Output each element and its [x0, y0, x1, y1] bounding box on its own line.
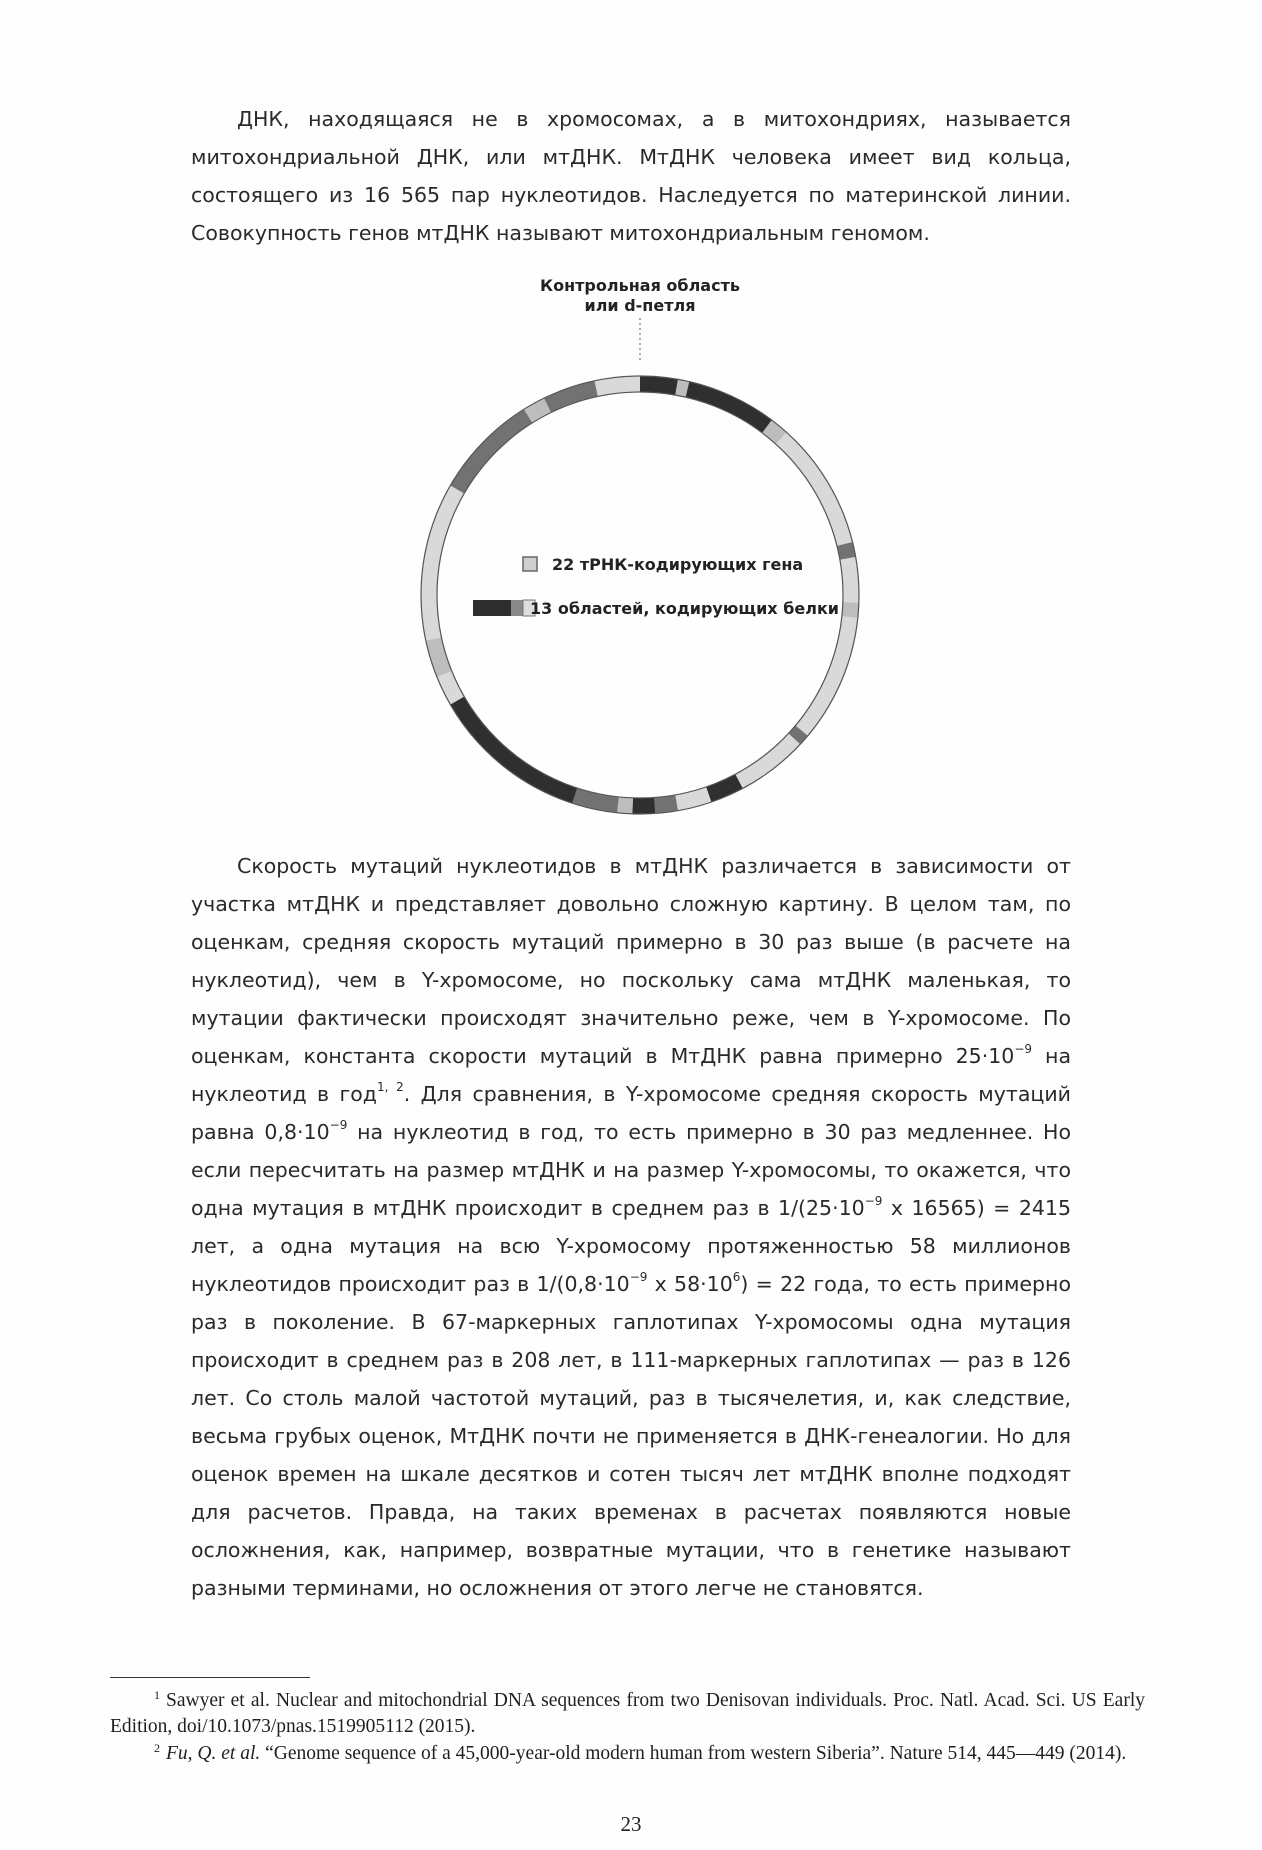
- footnote-2-author: Fu, Q. et al.: [166, 1743, 261, 1764]
- paragraph-mutation-rate: [191, 847, 1071, 1607]
- mtdna-figure: [0, 0, 1262, 830]
- ring-segment: [575, 796, 618, 805]
- p2-text-2: на нуклеотид в год: [191, 1044, 1072, 1106]
- mtdna-ring-diagram: [0, 0, 1262, 830]
- ring-segment: [848, 558, 851, 602]
- p2-text-5: x 16565) = 2415 лет, а одна мутация на всю Y-хромосому протяженностью 58 миллионов нуклеотидов происходит раз в 1/(0,8·10: [191, 1196, 1072, 1296]
- mtdna-ring: [421, 376, 859, 814]
- ring-segment: [687, 389, 767, 426]
- legend-trna-swatch: [523, 557, 537, 571]
- ring-segment: [739, 739, 794, 781]
- footnote-1: [110, 1688, 1145, 1740]
- ring-segment: [548, 389, 597, 406]
- p2-text-4: на нуклеотид в год, то есть примерно в 30 раз медленнее. Но если пересчитать на размер мтДНК и на размер Y-хромосомы, то окажется, что одна мутация в мтДНК происходит в среднем раз в 1/(25·10: [191, 1120, 1072, 1220]
- control-region-label-line1: Контрольная область: [540, 276, 740, 295]
- legend-trna-label: 22 тРНК-кодирующих гена: [552, 555, 804, 574]
- ring-segment: [781, 438, 845, 544]
- p2-exp-3: −9: [864, 1194, 883, 1209]
- ring-segment: [457, 416, 528, 489]
- ring-segment: [802, 617, 850, 731]
- legend-protein-swatch-dark: [473, 600, 511, 616]
- p2-text-1: Скорость мутаций нуклеотидов в мтДНК различается в зависимости от участка мтДНК и представляет довольно сложную картину. В целом там, по оценкам, средняя скорость мутаций примерно в 30 раз выше (в расчете на нуклеотид), чем в Y-хромосоме, но поскольку сама мтДНК маленькая, то мутации фактически происходят значительно реже, чем в Y-хромосоме. По оценкам, константа скорости мутаций в МтДНК равна примерно 25·10: [191, 854, 1071, 1068]
- ring-segment: [596, 384, 640, 389]
- footnote-divider: [110, 1677, 310, 1678]
- ring-segment: [633, 805, 655, 806]
- ring-segment: [677, 387, 688, 389]
- ring-segment: [618, 805, 633, 806]
- ring-segment: [655, 803, 677, 806]
- ring-segment: [457, 701, 575, 796]
- p2-exp-4: −9: [629, 1270, 648, 1285]
- legend-protein-label: 13 областей, кодирующих белки: [530, 599, 840, 618]
- paragraph-intro-text: ДНК, находящаяся не в хромосомах, а в митохондриях, называется митохондриальной ДНК, или мтДНК. МтДНК человека имеет вид кольца, состоящего из 16 565 пар нуклеотидов. Наследуется по материнской линии. Совокупность генов мтДНК называют митохондриальным геномом.: [191, 107, 1071, 245]
- ring-segment: [850, 602, 851, 617]
- ring-inner-edge: [437, 392, 843, 798]
- footnote-ref-1-2[interactable]: 1, 2: [376, 1080, 404, 1095]
- ring-segment: [528, 405, 547, 416]
- ring-segment: [845, 544, 848, 558]
- footnote-2: [110, 1741, 1145, 1767]
- p2-text-6: x 58·10: [647, 1272, 733, 1296]
- footnote-2-text: “Genome sequence of a 45,000-year-old modern human from western Siberia”. Nature 514, 445—449 (2014).: [260, 1743, 1127, 1764]
- p2-text-7: ) = 22 года, то есть примерно раз в поколение. В 67-маркерных гаплотипах Y-хромосомы одна мутация происходит в среднем раз в 208 лет, в 111-маркерных гаплотипах — раз в 126 лет. Со столь малой частотой мутаций, раз в тысячелетия, и, как следствие, весьма грубых оценок, МтДНК почти не применяется в ДНК-генеалогии. Но для оценок времен на шкале десятков и сотен тысяч лет мтДНК вполне подходят для расчетов. Правда, на таких временах в расчетах появляются новые осложнения, как, например, возвратные мутации, что в генетике называют разными терминами, но осложнения от этого легче не становятся.: [191, 1272, 1071, 1600]
- footnote-1-text: Sawyer et al. Nuclear and mitochondrial DNA sequences from two Denisovan individuals. Proc. Natl. Acad. Sci. US Early Edition, doi/10.1073/pnas.1519905112 (2015).: [110, 1690, 1145, 1737]
- control-region-label-line2: или d-петля: [584, 296, 696, 315]
- p2-exp-5: 6: [732, 1270, 741, 1285]
- p2-text-3: . Для сравнения, в Y-хромосоме средняя скорость мутаций равна 0,8·10: [191, 1082, 1071, 1144]
- p2-exp-2: −9: [329, 1118, 348, 1133]
- ring-segment: [429, 602, 433, 639]
- legend-protein-swatch-mid: [511, 600, 523, 616]
- ring-segment: [767, 426, 781, 438]
- footnote-2-mark: 2: [154, 1740, 160, 1755]
- ring-segment: [794, 731, 801, 739]
- page-number: 23: [620, 1812, 642, 1836]
- ring-segment: [640, 384, 677, 387]
- p2-exp-1: −9: [1014, 1042, 1033, 1057]
- ring-segment: [677, 795, 709, 803]
- footnote-1-mark: 1: [154, 1687, 160, 1702]
